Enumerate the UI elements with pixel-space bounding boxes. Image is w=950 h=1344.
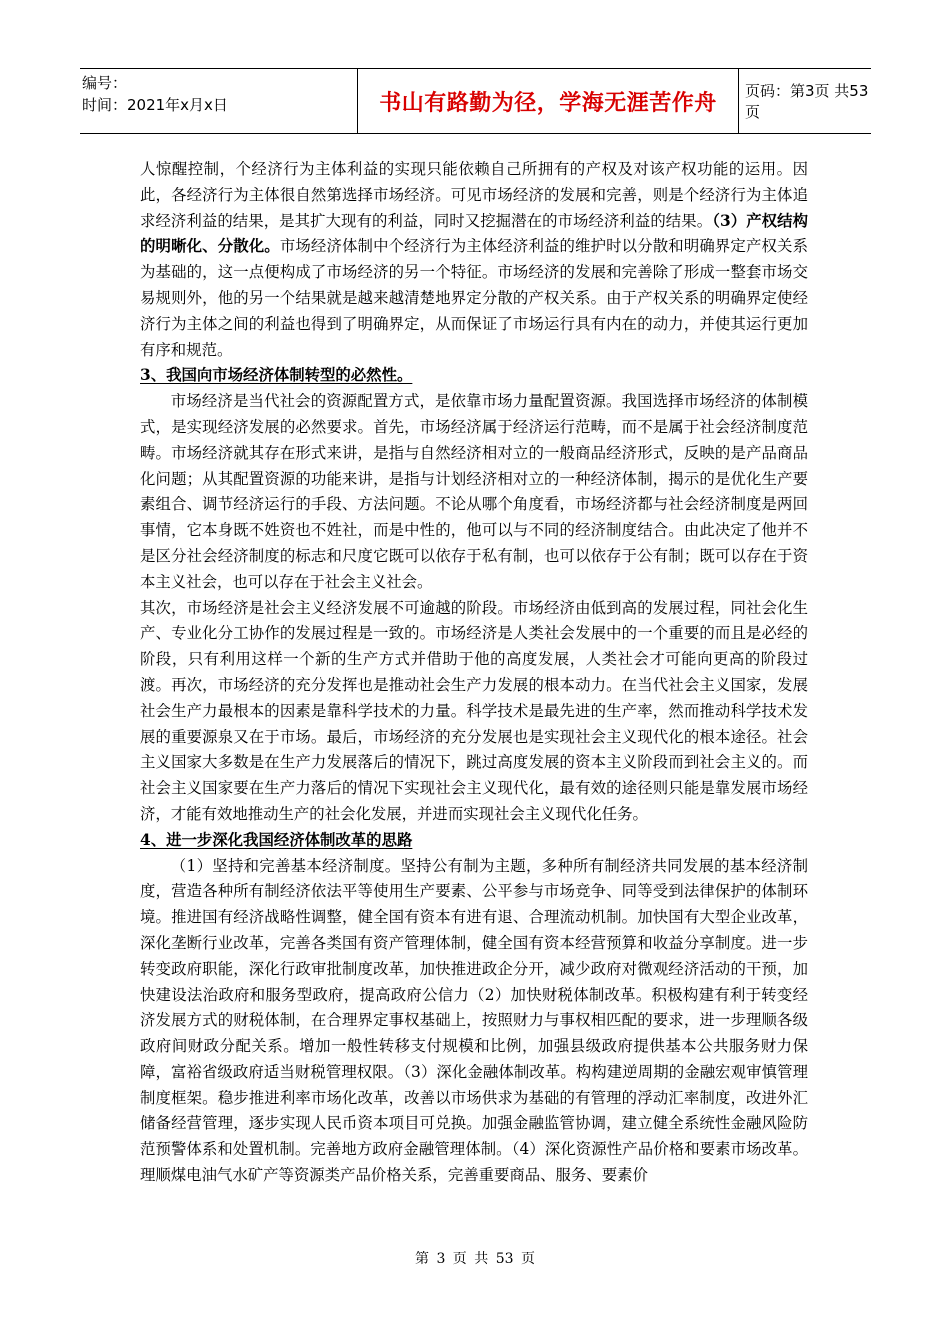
paragraph-secondly: 其次，市场经济是社会主义经济发展不可逾越的阶段。市场经济由低到高的发展过程，同社会化生产、专业化分工协作的发展过程是一致的。市场经济是人类社会发展中的一个重要的而且是必经的阶段，只有利用这样一个新的生产方式并借助于他的高度发展，人类社会才可能向更高的阶段过渡。再次，市场经济的充分发挥也是推动社会生产力发展的根本动力。在当代社会主义国家，发展社会生产力最根本的因素是靠科学技术的力量。科学技术是最先进的生产率，然而推动科学技术发展的重要源泉又在于市场。最后，市场经济的充分发展也是实现社会主义现代化的根本途径。社会主义国家大多数是在生产力发展落后的情况下，跳过高度发展的资本主义阶段而到社会主义的。而社会主义国家要在生产力落后的情况下实现社会主义现代化，最有效的途径则只能是靠发展市场经济，才能有效地推动生产的社会化发展，并进而实现社会主义现代化任务。 bbox=[140, 598, 808, 823]
serial-label: 编号： bbox=[82, 74, 128, 92]
section-heading-3: 3、我国向市场经济体制转型的必然性。 bbox=[140, 366, 413, 385]
section-heading-4: 4、进一步深化我国经济体制改革的思路 bbox=[140, 830, 413, 849]
paragraph-reform-ideas: （1）坚持和完善基本经济制度。坚持公有制为主题，多种所有制经济共同发展的基本经济制度，营造各种所有制经济依法平等使用生产要素、公平参与市场竞争、同等受到法律保护的体制环境。推进国有经济战略性调整，健全国有资本有进有退、合理流动机制。加快国有大型企业改革，深化垄断行业改革，完善各类国有资产管理体制，健全国有资本经营预算和收益分享制度。进一步转变政府职能，深化行政审批制度改革，加快推进政企分开，减少政府对微观经济活动的干预，加快建设法治政府和服务型政府，提高政府公信力（2）加快财税体制改革。积极构建有利于转变经济发展方式的财税体制，在合理界定事权基础上，按照财力与事权相匹配的要求，进一步理顺各级政府间财政分配关系。增加一般性转移支付规模和比例，加强县级政府提供基本公共服务财力保障，富裕省级政府适当财税管理权限。（3）深化金融体制改革。构构建逆周期的金融宏观审慎管理制度框架。稳步推进利率市场化改革，改善以市场供求为基础的有管理的浮动汇率制度，改进外汇储备经营管理，逐步实现人民币资本项目可兑换。加强金融监管协调，建立健全系统性金融风险防范预警体系和处置机制。完善地方政府金融管理体制。（4）深化资源性产品价格和要素市场改革。理顺煤电油气水矿产等资源类产品价格关系，完善重要商品、服务、要素价 bbox=[140, 856, 808, 1185]
paragraph-market-economy: 市场经济是当代社会的资源配置方式，是依靠市场力量配置资源。我国选择市场经济的体制模式，是实现经济发展的必然要求。首先，市场经济属于经济运行范畴，而不是属于社会经济制度范畴。市场经济就其存在形式来讲，是指与自然经济相对立的一般商品经济形式，反映的是产品商品化问题；从其配置资源的功能来讲，是指与计划经济相对立的一种经济体制，揭示的是优化生产要素组合、调节经济运行的手段、方法问题。不论从哪个角度看，市场经济都与社会经济制度是两回事情，它本身既不姓资也不姓社，而是中性的，他可以与不同的经济制度结合。由此决定了他并不是区分社会经济制度的标志和尺度它既可以依存于私有制，也可以依存于公有制；既可以存在于资本主义社会，也可以存在于社会主义社会。 bbox=[140, 392, 808, 591]
page-footer: 第 3 页 共 53 页 bbox=[415, 1251, 535, 1267]
time-label: 时间：2021年x月x日 bbox=[82, 96, 228, 114]
page-info: 页码：第3页 共53页 bbox=[745, 82, 869, 121]
paragraph-text: 市场经济体制中个经济行为主体经济利益的维护时以分散和明确界定产权关系为基础的，这一点便构成了市场经济的另一个特征。市场经济的发展和完善除了形成一整套市场交易规则外，他的另一个结果就是越来越清楚地界定分散的产权关系。由于产权关系的明确界定使经济行为主体之间的利益也得到了明确界定，从而保证了市场运行具有内在的动力，并使其运行更加有序和规范。 bbox=[140, 237, 808, 359]
document-body bbox=[140, 157, 808, 1189]
page-header bbox=[80, 68, 871, 134]
header-motto: 书山有路勤为径，学海无涯苦作舟 bbox=[379, 90, 717, 116]
paragraph-property-rights bbox=[140, 157, 808, 363]
header-right bbox=[745, 69, 871, 133]
header-motto-box bbox=[357, 69, 739, 133]
inline-bold-heading: （3）产权结构的明晰化、分散化。 bbox=[140, 211, 808, 256]
header-left bbox=[82, 72, 282, 116]
paragraph-text: 人惊醒控制，个经济行为主体利益的实现只能依赖自己所拥有的产权及对该产权功能的运用。因此，各经济行为主体很自然第选择市场经济。可见市场经济的发展和完善，则是个经济行为主体追求经济利益的结果，是其扩大现有的利益，同时又挖掘潜在的市场经济利益的结果。 bbox=[140, 160, 808, 230]
